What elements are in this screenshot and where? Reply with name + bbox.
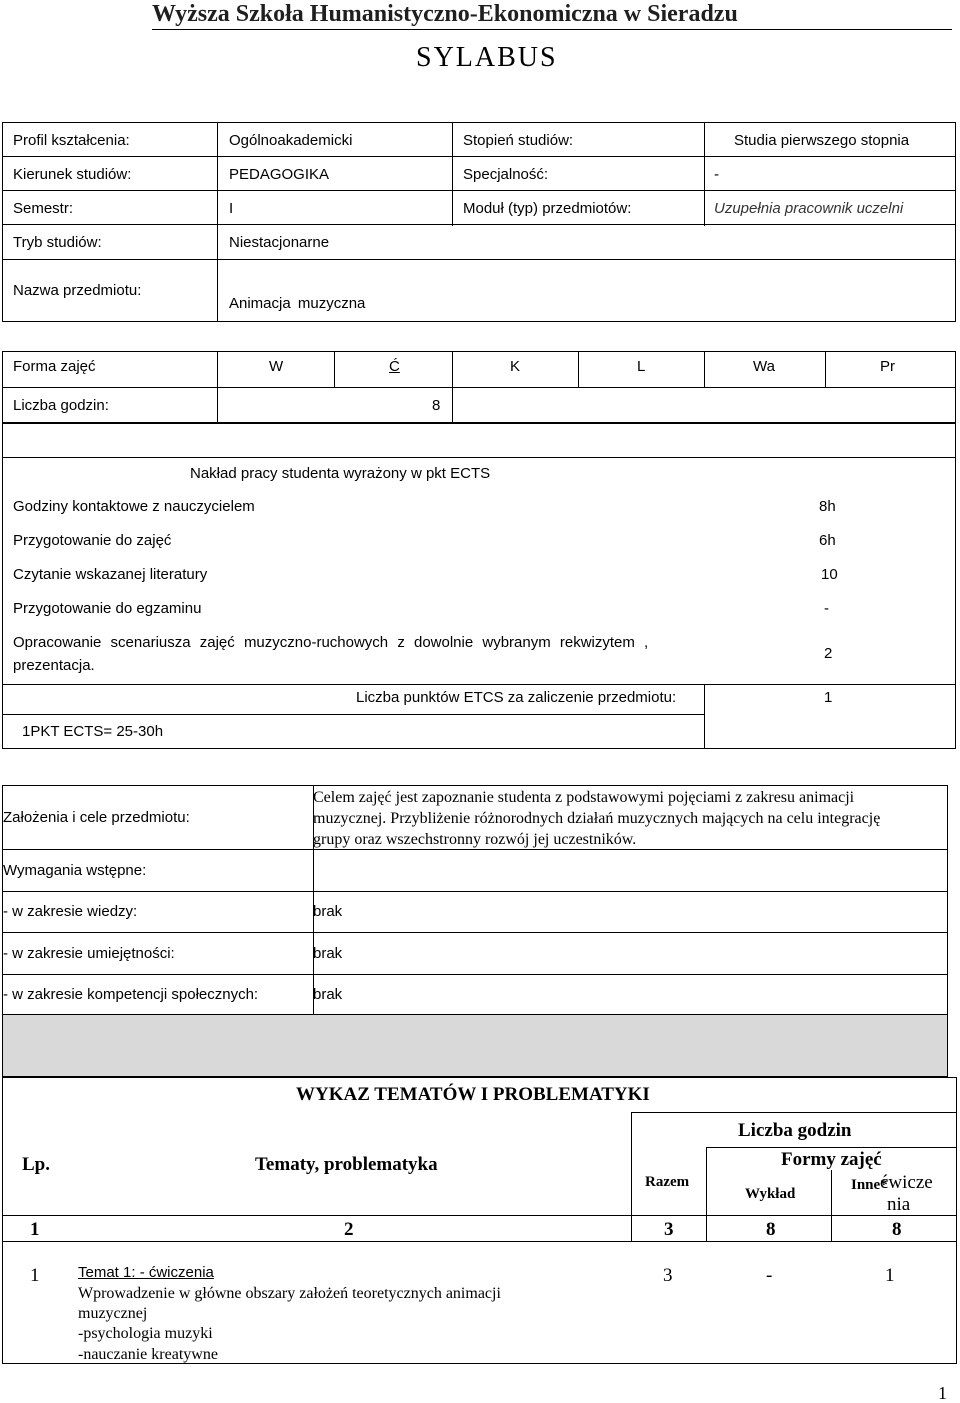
nazwa-value: Animacja muzyczna [229, 295, 366, 312]
topics-heading: WYKAZ TEMATÓW I PROBLEMATYKI [296, 1084, 650, 1105]
profil-label: Profil kształcenia: [13, 132, 130, 149]
col-wyklad: Wykład [745, 1186, 796, 1202]
ects-row-1-value: 8h [819, 498, 836, 515]
forma-col-w: W [269, 358, 284, 375]
col-inne-small: Inne* [851, 1177, 888, 1193]
ects-heading: Nakład pracy studenta wyrażony w pkt ECTS [190, 465, 491, 482]
modul-label: Moduł (typ) przedmiotów: [463, 200, 632, 217]
ects-row-3-value: 10 [821, 566, 838, 583]
row1-line-1: Wprowadzenie w główne obszary założeń teoretycznych animacji [78, 1285, 501, 1302]
req-wiedza-value: brak [313, 903, 343, 920]
row1-lp: 1 [30, 1265, 40, 1286]
scenario-line-1: Opracowanie scenariusza zajęć muzyczno-ruchowych z dowolnie wybranym rekwizytem , [13, 634, 649, 651]
req-umiejetnosci-label: - w zakresie umiejętności: [3, 945, 175, 962]
specjalnosc-label: Specjalność: [463, 166, 549, 183]
num-3: 3 [664, 1219, 674, 1240]
num-2: 2 [344, 1219, 354, 1240]
tryb-value: Niestacjonarne [229, 234, 330, 251]
school-name: Wyższa Szkoła Humanistyczno-Ekonomiczna w Sieradzu [152, 1, 738, 27]
ects-row-2-label: Przygotowanie do zajęć [13, 532, 172, 549]
header-rule [152, 29, 952, 30]
hours-w: 8 [432, 397, 441, 414]
forma-col-pr: Pr [880, 358, 895, 375]
ects-row-1-label: Godziny kontaktowe z nauczycielem [13, 498, 255, 515]
info-table [2, 122, 956, 322]
ects-row-2-value: 6h [819, 532, 836, 549]
stopien-value: Studia pierwszego stopnia [734, 132, 910, 149]
row1-line-3: -psychologia muzyki [78, 1325, 213, 1342]
req-wiedza-label: - w zakresie wiedzy: [3, 903, 138, 920]
col-hours: Liczba godzin [738, 1120, 852, 1141]
row1-line-4: -nauczanie kreatywne [78, 1346, 218, 1363]
pkt-note: 1PKT ECTS= 25-30h [22, 723, 164, 740]
hours-label: Liczba godzin: [13, 397, 109, 414]
num-1: 1 [30, 1219, 40, 1240]
row1-title: Temat 1: - ćwiczenia [78, 1264, 214, 1281]
semestr-label: Semestr: [13, 200, 74, 217]
points-label: Liczba punktów ETCS za zaliczenie przedmiotu: [356, 689, 677, 706]
num-5: 8 [892, 1219, 902, 1240]
col-razem: Razem [645, 1174, 690, 1190]
gray-spacer [2, 1015, 948, 1077]
ects-row-4-label: Przygotowanie do egzaminu [13, 600, 202, 617]
forma-col-c: Ć [389, 358, 400, 375]
points-value: 1 [824, 689, 833, 706]
profil-value: Ogólnoakademicki [229, 132, 353, 149]
row1-razem: 3 [663, 1265, 673, 1286]
ects-row-3-label: Czytanie wskazanej literatury [13, 566, 208, 583]
col-forms: Formy zajęć [781, 1149, 882, 1170]
forma-col-wa: Wa [753, 358, 775, 375]
kierunek-value: PEDAGOGIKA [229, 166, 330, 183]
scenario-line-2: prezentacja. [13, 657, 95, 674]
col-topics: Tematy, problematyka [255, 1154, 438, 1175]
goals-text-3: grupy oraz wszechstronny rozwój jej uczestników. [313, 831, 637, 848]
col-inne-big: ćwicze [880, 1172, 933, 1193]
forma-col-k: K [510, 358, 521, 375]
modul-value: Uzupełnia pracownik uczelni [714, 200, 904, 217]
scenario-value: 2 [824, 645, 833, 662]
row1-inne: 1 [885, 1265, 895, 1286]
goals-text-1: Celem zajęć jest zapoznanie studenta z podstawowymi pojęciami z zakresu animacji [313, 789, 855, 806]
goals-text-2: muzycznej. Przybliżenie różnorodnych działań muzycznych mających na celu integrację [313, 810, 881, 827]
row1-line-2: muzycznej [78, 1305, 148, 1322]
num-4: 8 [766, 1219, 776, 1240]
nazwa-label: Nazwa przedmiotu: [13, 282, 142, 299]
col-inne-big-2: nia [887, 1194, 911, 1215]
req-kompetencje-label: - w zakresie kompetencji społecznych: [3, 986, 259, 1003]
req-kompetencje-value: brak [313, 986, 343, 1003]
kierunek-label: Kierunek studiów: [13, 166, 132, 183]
stopien-label: Stopień studiów: [463, 132, 574, 149]
req-umiejetnosci-value: brak [313, 945, 343, 962]
page-number: 1 [938, 1383, 947, 1403]
semestr-value: I [229, 200, 234, 217]
col-lp: Lp. [22, 1154, 50, 1175]
row1-wyklad: - [766, 1265, 773, 1286]
tryb-label: Tryb studiów: [13, 234, 102, 251]
specjalnosc-value: - [714, 166, 719, 183]
goals-label: Założenia i cele przedmiotu: [3, 809, 190, 826]
forma-label: Forma zajęć [13, 358, 96, 375]
document-title: SYLABUS [416, 42, 558, 73]
ects-row-4-value: - [824, 600, 829, 617]
requirements-label: Wymagania wstępne: [3, 862, 147, 879]
forma-col-l: L [637, 358, 646, 375]
